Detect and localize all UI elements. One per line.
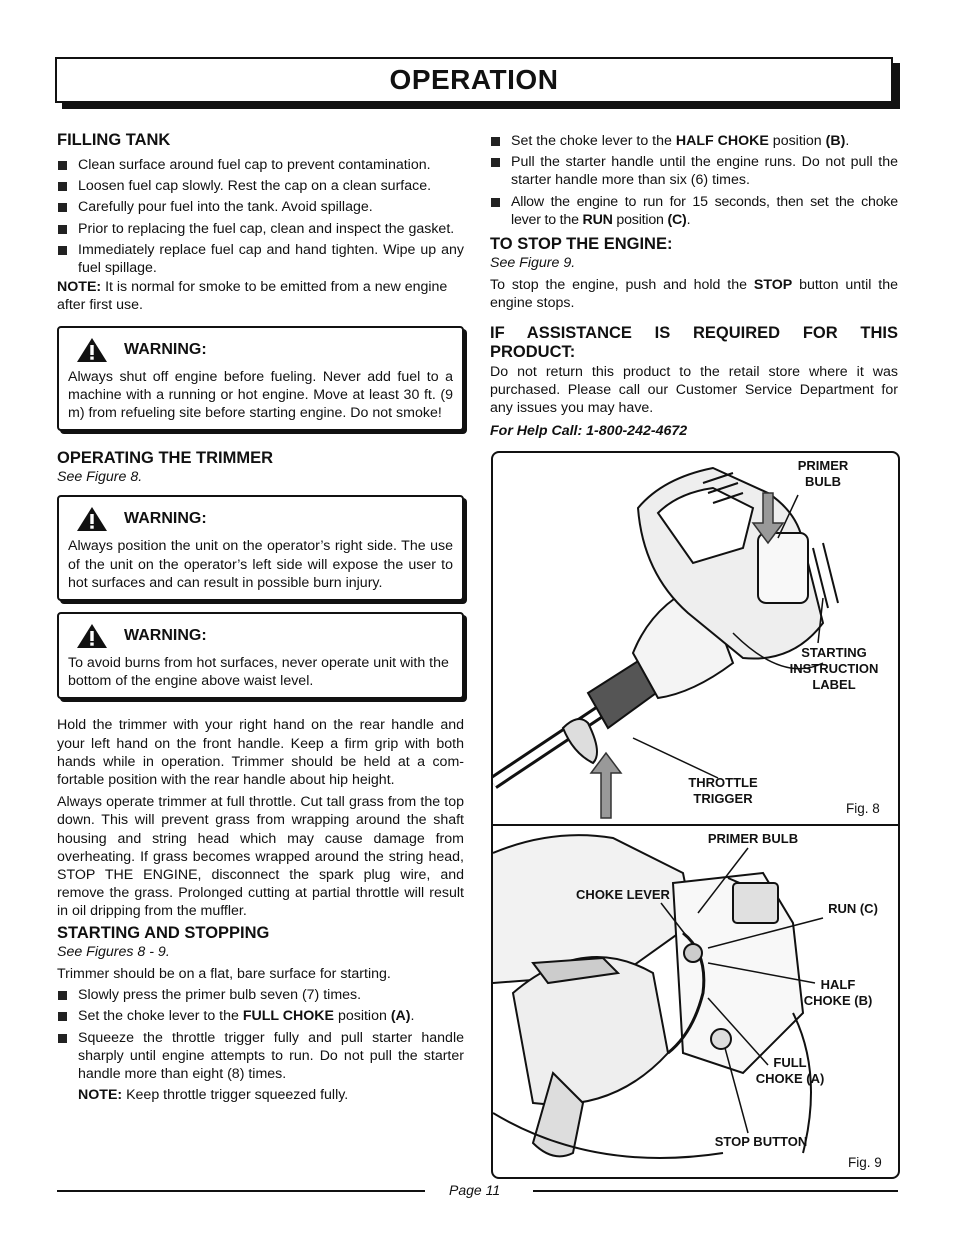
note-label: NOTE: bbox=[57, 279, 102, 296]
filling-note bbox=[57, 278, 464, 314]
list-item: Pull the starter handle until the engine runs. Do not pull the starter handle more than six (6) times. bbox=[490, 153, 898, 189]
warning-triangle-icon bbox=[76, 506, 108, 532]
throttle-trigger-label: THROTTLE TRIGGER bbox=[688, 775, 758, 806]
half-choke-b-label: HALF CHOKE (B) bbox=[803, 977, 873, 1008]
warning-label: WARNING: bbox=[124, 510, 207, 528]
run-c-label: RUN (C) bbox=[828, 901, 878, 916]
warning-box-fueling bbox=[57, 326, 464, 432]
note-text: It is normal for smoke to be emitted from a new engine after first use. bbox=[57, 279, 448, 314]
throttle-paragraph: Always operate trimmer at full throttle. Cut tall grass from the top down. This will prevent grass from wrapping around the shaft housing and string head which may cause damage from overheating. If grass becomes wrapped around the string head, STOP THE ENGINE, disconnect the spark plug wire, and remove the grass. Prolonged cutting at partial throttle will result in oil dripping from the muffler. bbox=[57, 794, 464, 920]
primer-bulb-label-fig9: PRIMER BULB bbox=[707, 831, 799, 846]
figure-8-caption: Fig. 8 bbox=[846, 801, 880, 816]
starting-stopping-heading: STARTING AND STOPPING bbox=[57, 923, 270, 942]
stop-engine-heading: TO STOP THE ENGINE: bbox=[490, 235, 673, 254]
list-item: Squeeze the throttle trigger fully and pull starter handle sharply until engine attempts to run. Do not pull the starter handle more than eight (8) times. bbox=[57, 1029, 464, 1084]
warning-box-position bbox=[57, 495, 464, 601]
list-item: Immediately replace fuel cap and hand tighten. Wipe up any fuel spillage. bbox=[57, 241, 464, 277]
list-item: Prior to replacing the fuel cap, clean and inspect the gasket. bbox=[57, 220, 464, 238]
see-figure-note: See Figure 8. bbox=[57, 469, 143, 486]
figure-9-drawing bbox=[493, 835, 811, 1158]
page-title-box bbox=[55, 57, 893, 103]
figure-box bbox=[491, 451, 900, 1179]
figure-9-caption: Fig. 9 bbox=[848, 1155, 882, 1170]
assistance-text: Do not return this product to the retail store where it was purchased. Please call our Customer Service Department for any issues you may have. bbox=[490, 363, 898, 417]
left-column bbox=[57, 131, 464, 1104]
holding-paragraph: Hold the trimmer with your right hand on the rear handle and your left hand on the front handle. Keep a firm grip with both hands while in operation. Trimmer should be held at a com-fortable position with the rear handle about hip height. bbox=[57, 717, 464, 789]
footer-rule-left bbox=[57, 1190, 425, 1192]
warning-text: Always position the unit on the operator’s right side. The use of the unit on the operator’s left side will expose the user to hot surfaces and can result in possible burn injury. bbox=[68, 538, 453, 591]
warning-triangle-icon bbox=[76, 623, 108, 649]
footer-rule-right bbox=[533, 1190, 898, 1192]
operating-trimmer-heading: OPERATING THE TRIMMER bbox=[57, 449, 274, 468]
stop-button-label: STOP BUTTON bbox=[714, 1134, 808, 1149]
assistance-heading: IF ASSISTANCE IS REQUIRED FOR THIS PRODUCT: bbox=[490, 323, 898, 361]
warning-box-burns bbox=[57, 612, 464, 699]
list-item: Carefully pour fuel into the tank. Avoid spillage. bbox=[57, 198, 464, 216]
page-number: Page 11 bbox=[449, 1182, 501, 1198]
filling-tank-heading: FILLING TANK bbox=[57, 131, 171, 149]
list-item: Allow the engine to run for 15 seconds, then set the choke lever to the RUN position (C). bbox=[490, 193, 898, 229]
starting-list bbox=[57, 986, 464, 1083]
see-figure-9-note: See Figure 9. bbox=[490, 255, 576, 272]
trimmer-illustration bbox=[493, 453, 898, 1177]
warning-label: WARNING: bbox=[124, 626, 207, 644]
choke-lever-label: CHOKE LEVER bbox=[576, 887, 670, 902]
filling-tank-list bbox=[57, 156, 464, 277]
warning-text: Always shut off engine before fueling. Never add fuel to a machine with a running or hot engine. Move at least 30 ft. (9 m) from refueling site before starting engine. Do not smoke! bbox=[68, 368, 453, 422]
list-item: Clean surface around fuel cap to prevent contamination. bbox=[57, 156, 464, 174]
right-column bbox=[490, 131, 898, 440]
full-choke-a-label: FULL CHOKE (A) bbox=[755, 1055, 825, 1086]
list-item: Set the choke lever to the HALF CHOKE position (B). bbox=[490, 132, 898, 150]
stop-engine-text: To stop the engine, push and hold the STOP button until the engine stops. bbox=[490, 277, 898, 312]
see-figures-note: See Figures 8 - 9. bbox=[57, 943, 170, 960]
starting-note: NOTE: Keep throttle trigger squeezed fully. bbox=[78, 1087, 349, 1104]
warning-triangle-icon bbox=[76, 337, 108, 363]
page-title: OPERATION bbox=[389, 64, 559, 95]
starting-instruction-label: STARTING INSTRUCTION LABEL bbox=[789, 645, 879, 692]
warning-label: WARNING: bbox=[124, 340, 207, 358]
warning-text: To avoid burns from hot surfaces, never operate unit with the bottom of the engine above waist level. bbox=[68, 655, 449, 690]
starting-list-continued bbox=[490, 132, 898, 229]
list-item: Loosen fuel cap slowly. Rest the cap on a clean surface. bbox=[57, 177, 464, 195]
figure-8-drawing bbox=[493, 468, 838, 783]
list-item: Slowly press the primer bulb seven (7) times. bbox=[57, 986, 464, 1004]
help-line: For Help Call: 1-800-242-4672 bbox=[490, 423, 688, 440]
starting-intro: Trimmer should be on a flat, bare surface for starting. bbox=[57, 965, 391, 982]
primer-bulb-label-fig8: PRIMER BULB bbox=[797, 458, 849, 489]
list-item: Set the choke lever to the FULL CHOKE position (A). bbox=[57, 1007, 464, 1025]
